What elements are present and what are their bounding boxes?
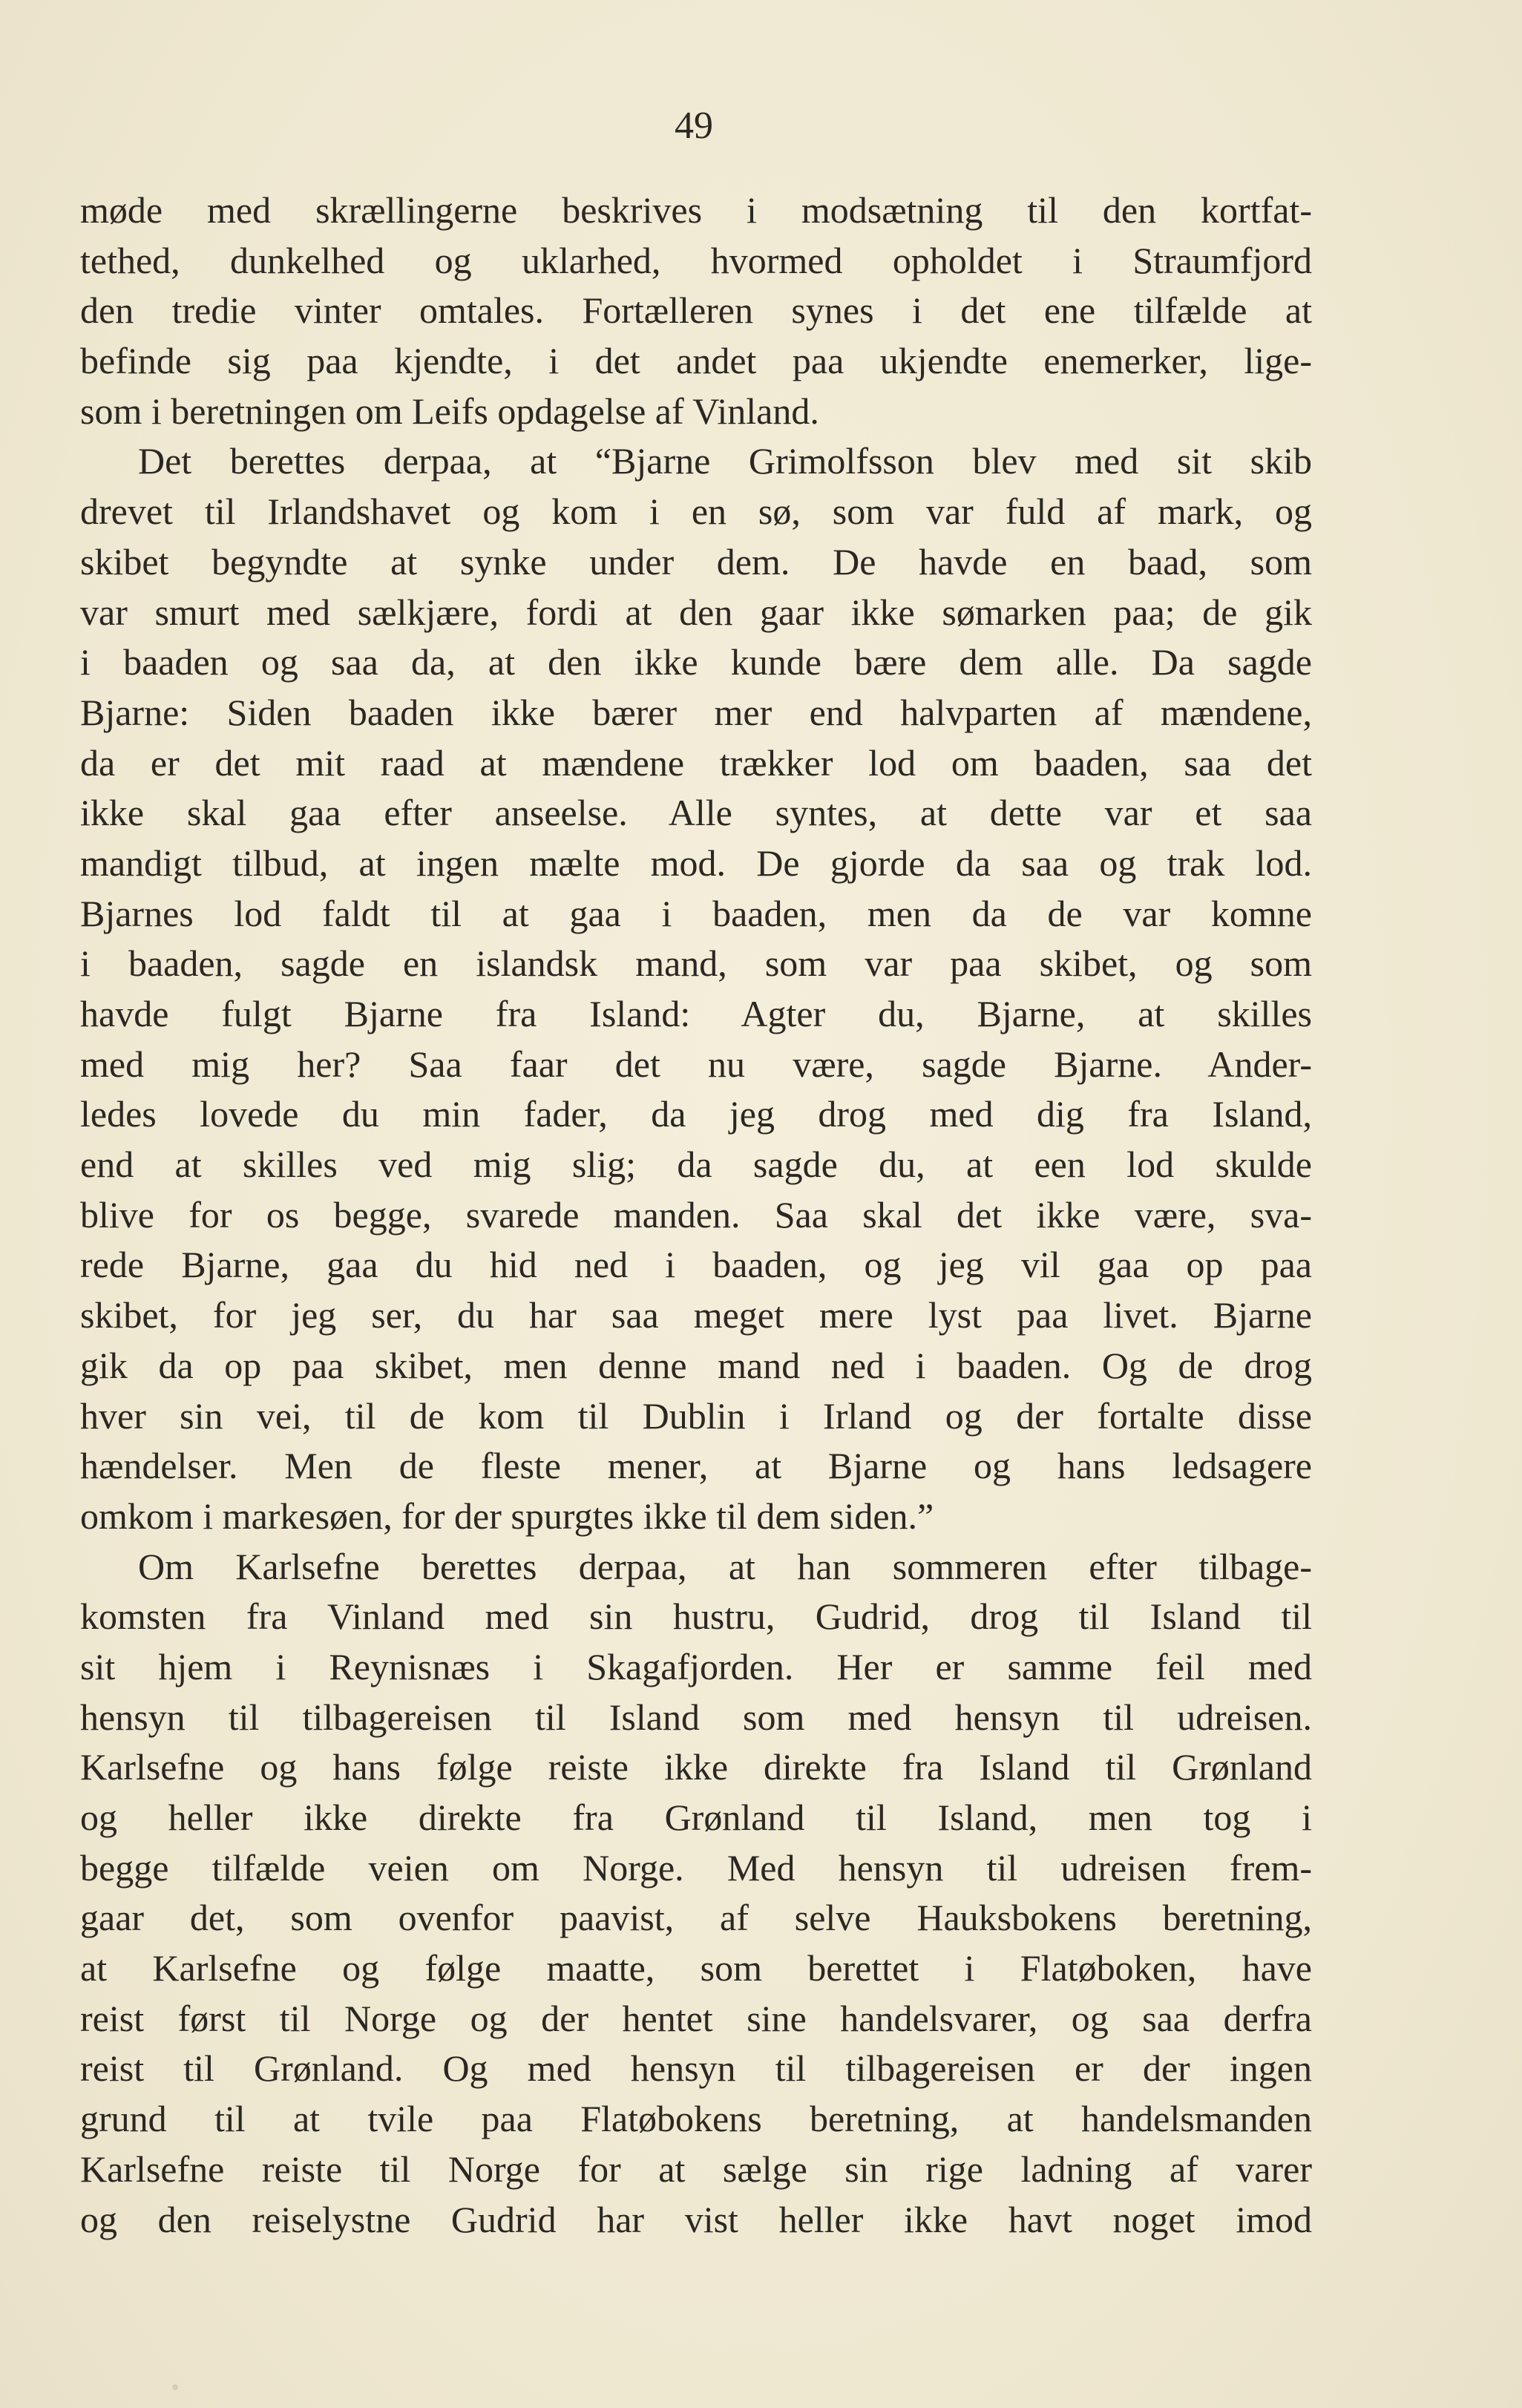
text-line: grund til at tvile paa Flatøbokens beretning, at handelsmanden — [80, 2098, 1312, 2140]
text-line: ikke skal gaa efter anseelse. Alle syntes, at dette var et saa — [80, 792, 1312, 834]
text-line: reist først til Norge og der hentet sine handelsvarer, og saa derfra — [80, 1997, 1312, 2039]
text-line: begge tilfælde veien om Norge. Med hensyn til udreisen frem- — [80, 1846, 1312, 1889]
text-line: Bjarnes lod faldt til at gaa i baaden, men da de var komne — [80, 892, 1312, 934]
text-line: i baaden, sagde en islandsk mand, som var paa skibet, og som — [80, 942, 1312, 985]
text-line: og heller ikke direkte fra Grønland til Island, men tog i — [80, 1797, 1312, 1838]
text-line: var smurt med sælkjære, fordi at den gaar ikke sømarken paa; de gik — [80, 591, 1312, 633]
paragraph-end-line: omkom i markesøen, for der spurgtes ikke til dem siden.” — [80, 1495, 934, 1537]
text-line: skibet begyndte at synke under dem. De havde en baad, som — [80, 540, 1312, 583]
text-line: og den reiselystne Gudrid har vist heller ikke havt noget imod — [80, 2198, 1312, 2240]
text-line: drevet til Irlandshavet og kom i en sø, som var fuld af mark, og — [80, 491, 1312, 533]
text-line: at Karlsefne og følge maatte, som berettet i Flatøboken, have — [80, 1947, 1312, 1989]
text-line: gaar det, som ovenfor paavist, af selve Hauksbokens beretning, — [80, 1897, 1312, 1939]
text-line: komsten fra Vinland med sin hustru, Gudrid, drog til Island til — [80, 1595, 1312, 1638]
text-line: end at skilles ved mig slig; da sagde du, at een lod skulde — [80, 1144, 1312, 1186]
text-line: med mig her? Saa faar det nu være, sagde Bjarne. Ander- — [80, 1043, 1312, 1085]
text-line: mandigt tilbud, at ingen mælte mod. De gjorde da saa og trak lod. — [80, 842, 1312, 884]
text-line: rede Bjarne, gaa du hid ned i baaden, og jeg vil gaa op paa — [80, 1244, 1312, 1286]
paragraph-start-line: Det berettes derpaa, at “Bjarne Grimolfsson blev med sit skib — [138, 440, 1312, 482]
text-line: sit hjem i Reynisnæs i Skagafjorden. Her er samme feil med — [80, 1645, 1312, 1687]
body-text — [80, 186, 1312, 2245]
text-line: skibet, for jeg ser, du har saa meget mere lyst paa livet. Bjarne — [80, 1294, 1312, 1336]
paper-speck — [172, 2384, 178, 2390]
text-line: Karlsefne reiste til Norge for at sælge sin rige ladning af varer — [80, 2148, 1312, 2190]
paragraph-start-line: Om Karlsefne berettes derpaa, at han sommeren efter tilbage- — [138, 1545, 1312, 1587]
text-line: tethed, dunkelhed og uklarhed, hvormed opholdet i Straumfjord — [80, 239, 1312, 281]
text-line: i baaden og saa da, at den ikke kunde bære dem alle. Da sagde — [80, 641, 1312, 683]
text-line: befinde sig paa kjendte, i det andet paa ukjendte enemerker, lige- — [80, 340, 1312, 382]
text-line: Karlsefne og hans følge reiste ikke direkte fra Island til Grønland — [80, 1746, 1312, 1788]
text-line: da er det mit raad at mændene trækker lod om baaden, saa det — [80, 741, 1312, 784]
text-line: hver sin vei, til de kom til Dublin i Irland og der fortalte disse — [80, 1394, 1312, 1437]
page-number: 49 — [675, 105, 713, 147]
text-line: havde fulgt Bjarne fra Island: Agter du, Bjarne, at skilles — [80, 993, 1312, 1034]
text-line: den tredie vinter omtales. Fortælleren synes i det ene tilfælde at — [80, 289, 1312, 332]
text-line: ledes lovede du min fader, da jeg drog med dig fra Island, — [80, 1093, 1312, 1135]
text-line: hensyn til tilbagereisen til Island som med hensyn til udreisen. — [80, 1696, 1312, 1738]
text-line: hændelser. Men de fleste mener, at Bjarne og hans ledsagere — [80, 1445, 1312, 1487]
text-line: Bjarne: Siden baaden ikke bærer mer end halvparten af mændene, — [80, 691, 1312, 733]
text-line: møde med skrællingerne beskrives i modsætning til den kortfat- — [80, 189, 1312, 231]
paragraph-end-line: som i beretningen om Leifs opdagelse af Vinland. — [80, 390, 819, 432]
text-line: reist til Grønland. Og med hensyn til tilbagereisen er der ingen — [80, 2047, 1312, 2090]
text-line: blive for os begge, svarede manden. Saa skal det ikke være, sva- — [80, 1193, 1312, 1236]
text-line: gik da op paa skibet, men denne mand ned i baaden. Og de drog — [80, 1344, 1312, 1386]
